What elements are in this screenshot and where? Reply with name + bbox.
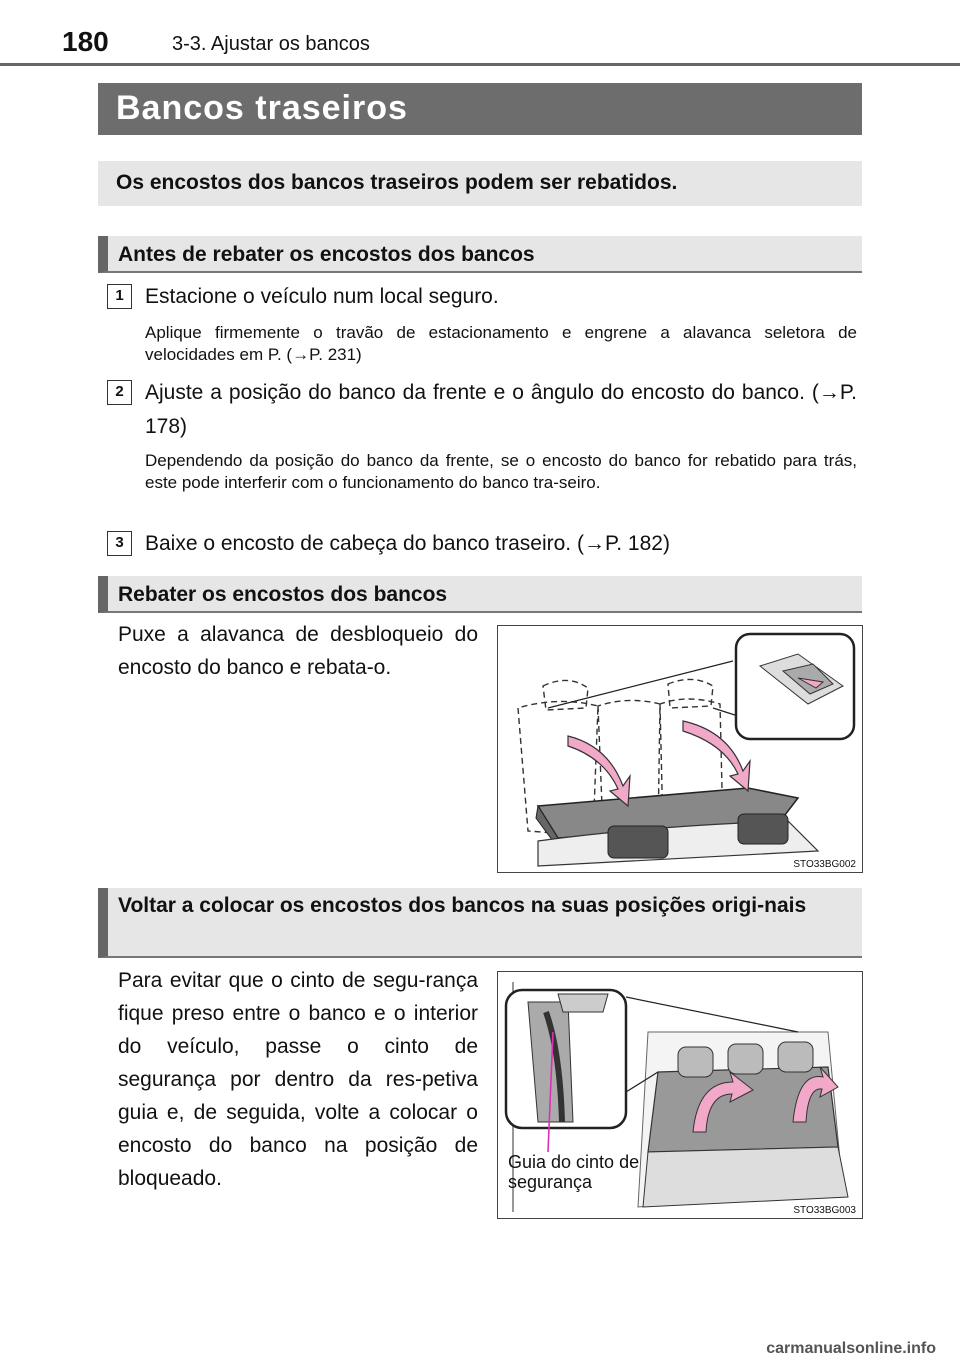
return-instructions: Para evitar que o cinto de segu-rança fique preso entre o banco e o interior do veículo, passe o cinto de segurança por dentro da res-petiva guia e, de seguida, volte a colocar o encosto do banco na posição de bloqueado. — [118, 969, 478, 1190]
step-number-2: 2 — [107, 380, 132, 405]
lead-text: Os encostos dos bancos traseiros podem ser rebatidos. — [116, 171, 678, 194]
figure-seatbelt-guide — [497, 971, 863, 1219]
page-title: Bancos traseiros — [116, 89, 408, 127]
watermark: carmanualsonline.info — [766, 1340, 936, 1357]
step-1-note: Aplique firmemente o travão de estacionamento e engrene a alavanca seletora de velocidades em P. (→P. 231) — [145, 323, 857, 364]
section-heading-text: Antes de rebater os encostos dos bancos — [118, 243, 535, 266]
step-2-text: Ajuste a posição do banco da frente e o ângulo do encosto do banco. (→P. 178) — [145, 381, 857, 438]
step-number-3: 3 — [107, 531, 132, 556]
chapter-title: 3-3. Ajustar os bancos — [172, 33, 370, 55]
figure-code: STO33BG003 — [793, 1205, 856, 1216]
figure-code: STO33BG002 — [793, 859, 856, 870]
seat-fold-illustration — [498, 626, 861, 871]
step-3-text: Baixe o encosto de cabeça do banco traseiro. (→P. 182) — [145, 532, 670, 555]
step-number-1: 1 — [107, 284, 132, 309]
section-heading-before-folding — [98, 236, 862, 273]
figure-fold-seatback — [497, 625, 863, 873]
section-heading-return — [98, 888, 862, 958]
step-2-note: Dependendo da posição do banco da frente, se o encosto do banco for rebatido para trás, este pode interferir com o funcionamento do banco tra-seiro. — [145, 451, 857, 492]
section-heading-text: Voltar a colocar os encostos dos bancos na suas posições origi-nais — [118, 894, 807, 917]
lead-box — [98, 161, 862, 206]
section-heading-text: Rebater os encostos dos bancos — [118, 583, 448, 606]
step-1-text: Estacione o veículo num local seguro. — [145, 285, 499, 308]
section-heading-folding — [98, 576, 862, 613]
seatbelt-guide-label: Guia do cinto de segurança — [508, 1152, 640, 1192]
folding-instructions: Puxe a alavanca de desbloqueio do encosto do banco e rebata-o. — [118, 623, 478, 679]
page-number: 180 — [62, 26, 109, 57]
page-title-bar — [98, 83, 862, 135]
header-divider — [0, 63, 960, 66]
